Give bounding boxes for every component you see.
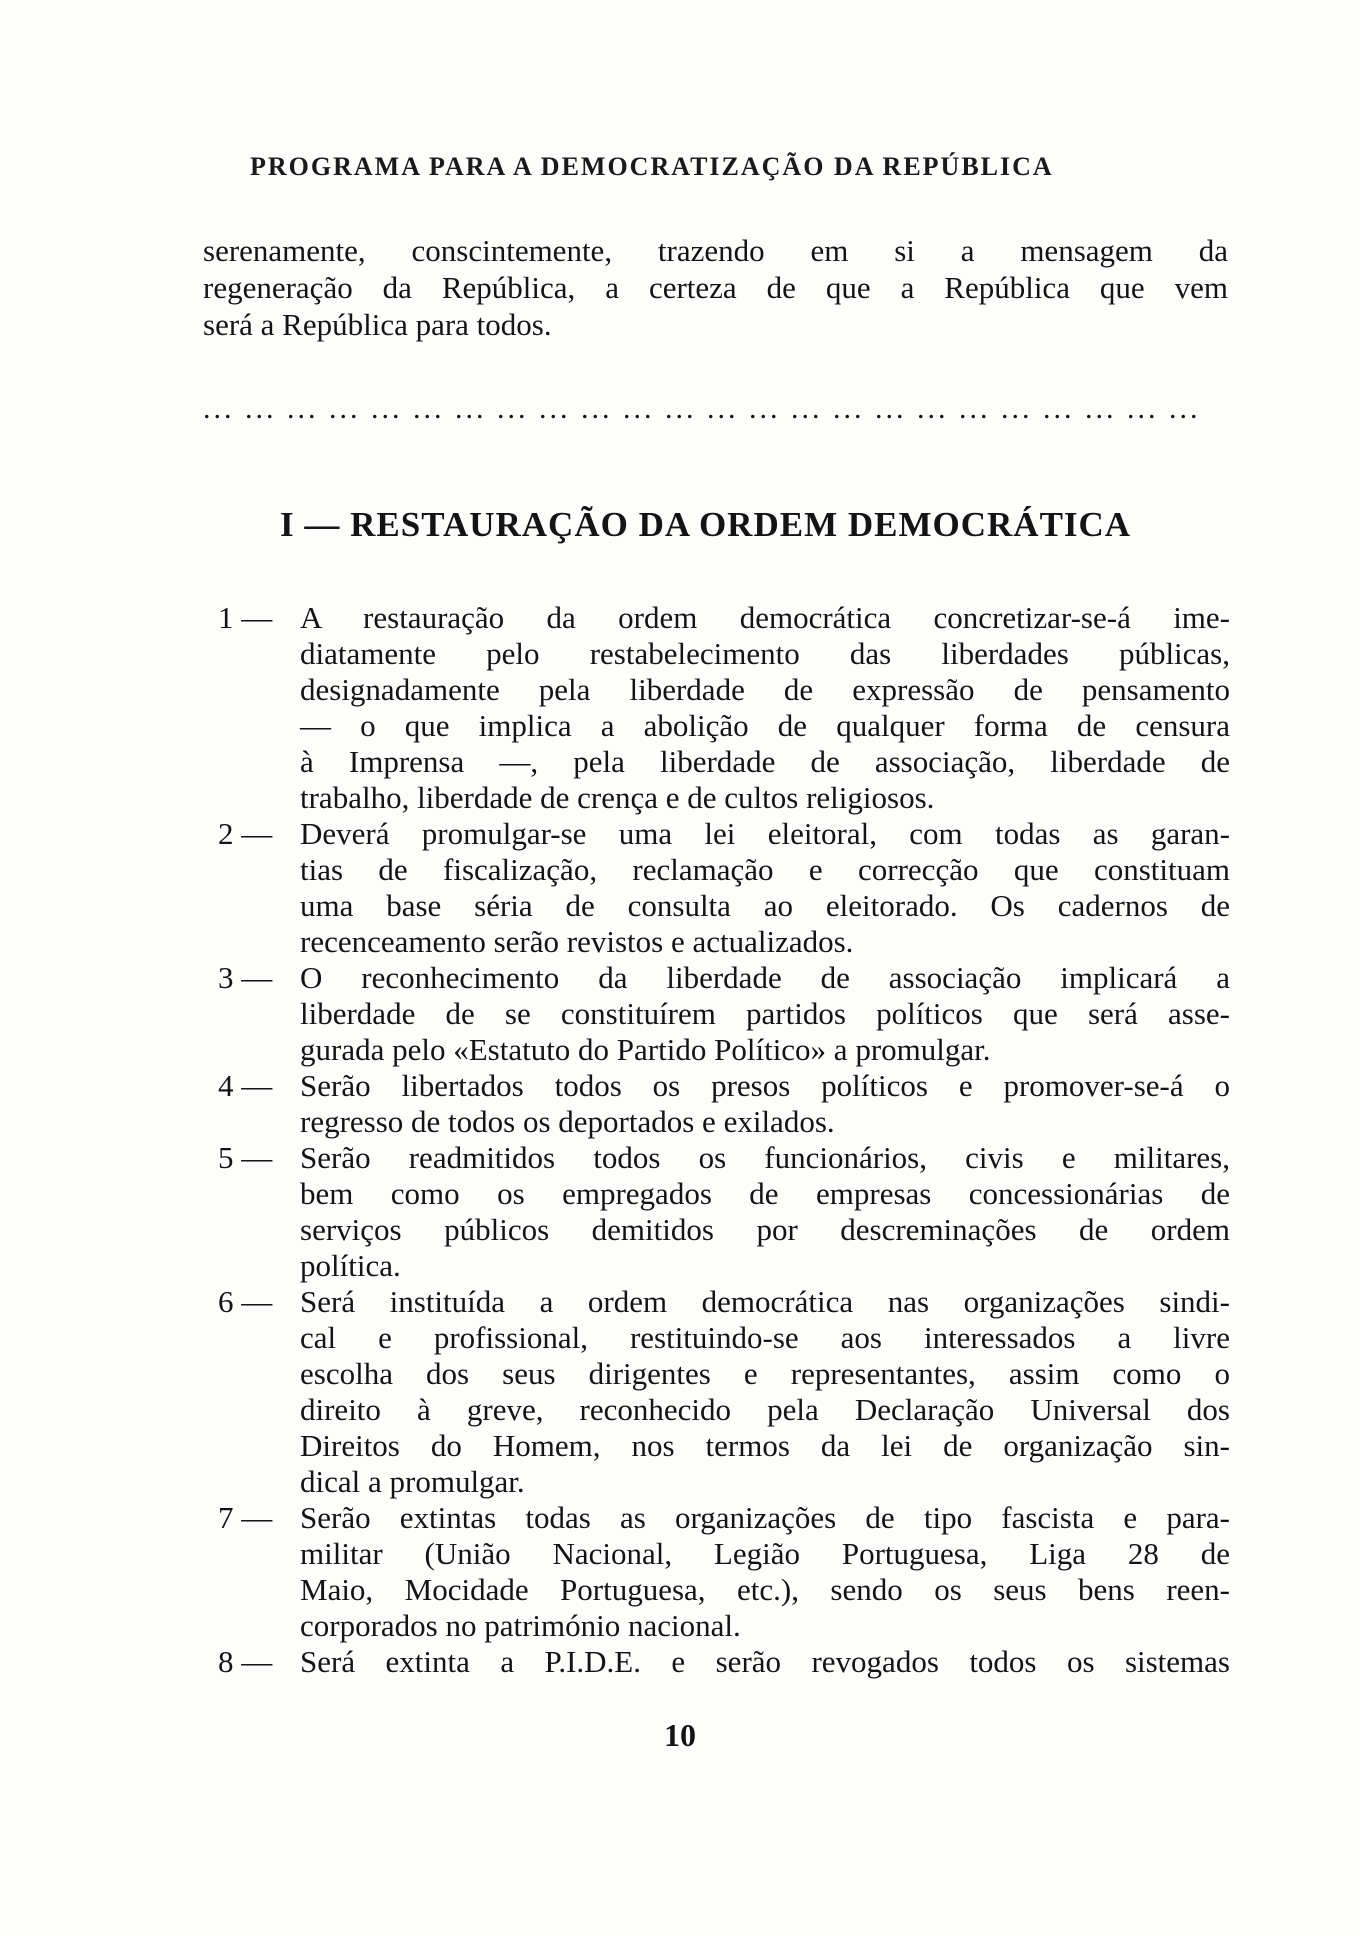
item-text (300, 1500, 1230, 1644)
list-item (0, 960, 1360, 1068)
item-line: Serão libertados todos os presos políticos e promover-se-á o (300, 1068, 1230, 1103)
list-item (0, 1284, 1360, 1500)
intro-line: regeneração da República, a certeza de que a República que vem (203, 270, 1228, 305)
item-line: corporados no património nacional. (300, 1608, 741, 1643)
item-number: 5 — (218, 1140, 273, 1175)
item-line: dical a promulgar. (300, 1464, 525, 1499)
page-number: 10 (664, 1717, 696, 1753)
running-header: PROGRAMA PARA A DEMOCRATIZAÇÃO DA REPÚBLICA (250, 152, 1054, 181)
item-number: 1 — (218, 600, 273, 635)
list-item (0, 1644, 1360, 1680)
item-line: Deverá promulgar-se uma lei eleitoral, com todas as garan- (300, 816, 1230, 851)
item-text (300, 1140, 1230, 1284)
item-number: 6 — (218, 1284, 273, 1319)
item-line: regresso de todos os deportados e exilados. (300, 1104, 835, 1139)
list-item (0, 816, 1360, 960)
item-line: diatamente pelo restabelecimento das liberdades públicas, (300, 636, 1230, 671)
item-line: O reconhecimento da liberdade de associação implicará a (300, 960, 1230, 995)
intro-line: será a República para todos. (203, 307, 552, 342)
item-line: liberdade de se constituírem partidos políticos que será asse- (300, 996, 1230, 1031)
item-text (300, 816, 1230, 960)
item-line: política. (300, 1248, 401, 1283)
list-item (0, 1140, 1360, 1284)
item-line: Será extinta a P.I.D.E. e serão revogados todos os sistemas (300, 1644, 1230, 1679)
item-line: uma base séria de consulta ao eleitorado. Os cadernos de (300, 888, 1230, 923)
item-text (300, 1644, 1230, 1680)
item-number: 3 — (218, 960, 273, 995)
intro-paragraph (203, 232, 1228, 343)
item-line: gurada pelo «Estatuto do Partido Político» a promulgar. (300, 1032, 991, 1067)
item-line: Serão extintas todas as organizações de tipo fascista e para- (300, 1500, 1230, 1535)
ellipsis-separator: ... ... ... ... ... ... ... ... ... ... ... ... ... ... ... ... ... ... ... ... ... ... ... ... (203, 392, 1201, 425)
item-line: trabalho, liberdade de crença e de cultos religiosos. (300, 780, 935, 815)
item-number: 4 — (218, 1068, 273, 1103)
item-number: 2 — (218, 816, 273, 851)
item-line: cal e profissional, restituindo-se aos interessados a livre (300, 1320, 1230, 1355)
item-line: direito à greve, reconhecido pela Declaração Universal dos (300, 1392, 1230, 1427)
item-line: — o que implica a abolição de qualquer forma de censura (300, 708, 1230, 743)
item-line: Direitos do Homem, nos termos da lei de organização sin- (300, 1428, 1230, 1463)
item-text (300, 1068, 1230, 1140)
item-line: escolha dos seus dirigentes e representantes, assim como o (300, 1356, 1230, 1391)
numbered-list (0, 600, 1360, 1680)
item-text (300, 1284, 1230, 1500)
item-line: designadamente pela liberdade de expressão de pensamento (300, 672, 1230, 707)
item-line: bem como os empregados de empresas concessionárias de (300, 1176, 1230, 1211)
item-line: militar (União Nacional, Legião Portuguesa, Liga 28 de (300, 1536, 1230, 1571)
section-title: I — RESTAURAÇÃO DA ORDEM DEMOCRÁTICA (280, 505, 1132, 544)
item-line: Serão readmitidos todos os funcionários, civis e militares, (300, 1140, 1230, 1175)
item-line: A restauração da ordem democrática concretizar-se-á ime- (300, 600, 1230, 635)
item-line: Maio, Mocidade Portuguesa, etc.), sendo os seus bens reen- (300, 1572, 1230, 1607)
item-text (300, 600, 1230, 816)
list-item (0, 1500, 1360, 1644)
list-item (0, 1068, 1360, 1140)
list-item (0, 600, 1360, 816)
item-line: tias de fiscalização, reclamação e correcção que constituam (300, 852, 1230, 887)
item-text (300, 960, 1230, 1068)
item-number: 8 — (218, 1644, 273, 1679)
item-line: serviços públicos demitidos por descreminações de ordem (300, 1212, 1230, 1247)
item-line: recenceamento serão revistos e actualizados. (300, 924, 854, 959)
intro-line: serenamente, conscintemente, trazendo em si a mensagem da (203, 233, 1228, 268)
item-line: Será instituída a ordem democrática nas organizações sindi- (300, 1284, 1230, 1319)
item-line: à Imprensa —, pela liberdade de associação, liberdade de (300, 744, 1230, 779)
item-number: 7 — (218, 1500, 273, 1535)
